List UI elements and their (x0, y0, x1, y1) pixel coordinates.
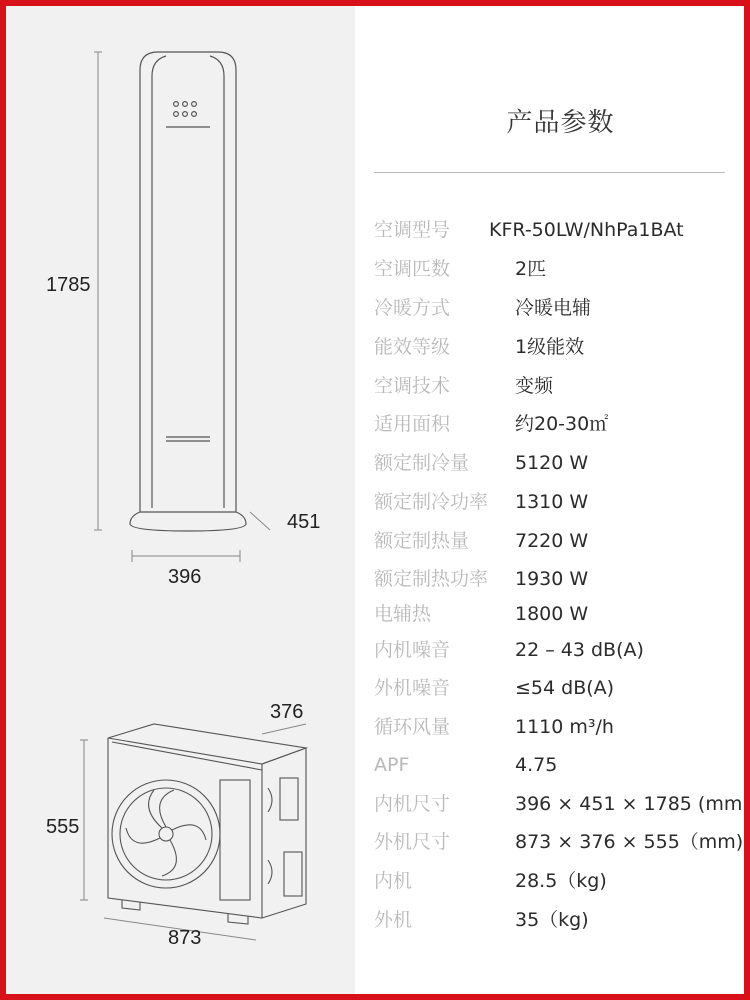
spec-value: 396 × 451 × 1785 (mm) (515, 793, 750, 815)
spec-value: 35（kg) (515, 909, 589, 931)
spec-value: 1930 W (515, 568, 589, 590)
spec-label: 空调匹数 (374, 258, 451, 280)
indoor-height-label: 1785 (46, 274, 91, 296)
spec-value: 4.75 (515, 754, 558, 776)
spec-value: 1310 W (515, 491, 589, 513)
spec-label: APF (374, 754, 410, 776)
spec-label: 外机尺寸 (374, 831, 451, 853)
spec-value: 1110 m³/h (515, 716, 614, 738)
spec-value: ≤54 dB(A) (515, 677, 615, 699)
spec-label: 额定制冷量 (374, 452, 470, 474)
spec-label: 空调型号 (374, 219, 451, 241)
spec-value: 约20-30㎡ (515, 413, 609, 435)
spec-label: 适用面积 (374, 413, 451, 435)
spec-value: 2匹 (515, 258, 547, 280)
spec-label: 内机尺寸 (374, 793, 451, 815)
outdoor-depth-label: 376 (270, 701, 304, 723)
spec-value: 5120 W (515, 452, 589, 474)
spec-label: 额定制热功率 (374, 568, 489, 590)
spec-label: 外机 (374, 909, 413, 931)
spec-label: 内机噪音 (374, 639, 451, 661)
page-title: 产品参数 (506, 108, 615, 138)
spec-value: 28.5（kg) (515, 870, 607, 892)
spec-label: 循环风量 (374, 716, 451, 738)
spec-value: KFR-50LW/NhPa1BAt (489, 219, 684, 241)
spec-label: 外机噪音 (374, 677, 451, 699)
spec-value: 873 × 376 × 555（mm) (515, 831, 744, 853)
outdoor-width-label: 873 (168, 927, 202, 949)
spec-value: 1800 W (515, 603, 589, 625)
spec-value: 变频 (515, 375, 554, 397)
spec-value: 7220 W (515, 530, 589, 552)
spec-label: 能效等级 (374, 336, 451, 358)
indoor-width-label: 396 (168, 566, 202, 588)
spec-label: 内机 (374, 870, 413, 892)
spec-label: 冷暖方式 (374, 297, 451, 319)
spec-value: 1级能效 (515, 336, 585, 358)
spec-value: 冷暖电辅 (515, 297, 592, 319)
indoor-depth-label: 451 (287, 511, 321, 533)
spec-label: 额定制冷功率 (374, 491, 489, 513)
spec-value: 22 – 43 dB(A) (515, 639, 644, 661)
spec-label: 电辅热 (374, 603, 432, 625)
spec-label: 额定制热量 (374, 530, 470, 552)
outdoor-height-label: 555 (46, 816, 80, 838)
spec-label: 空调技术 (374, 375, 451, 397)
